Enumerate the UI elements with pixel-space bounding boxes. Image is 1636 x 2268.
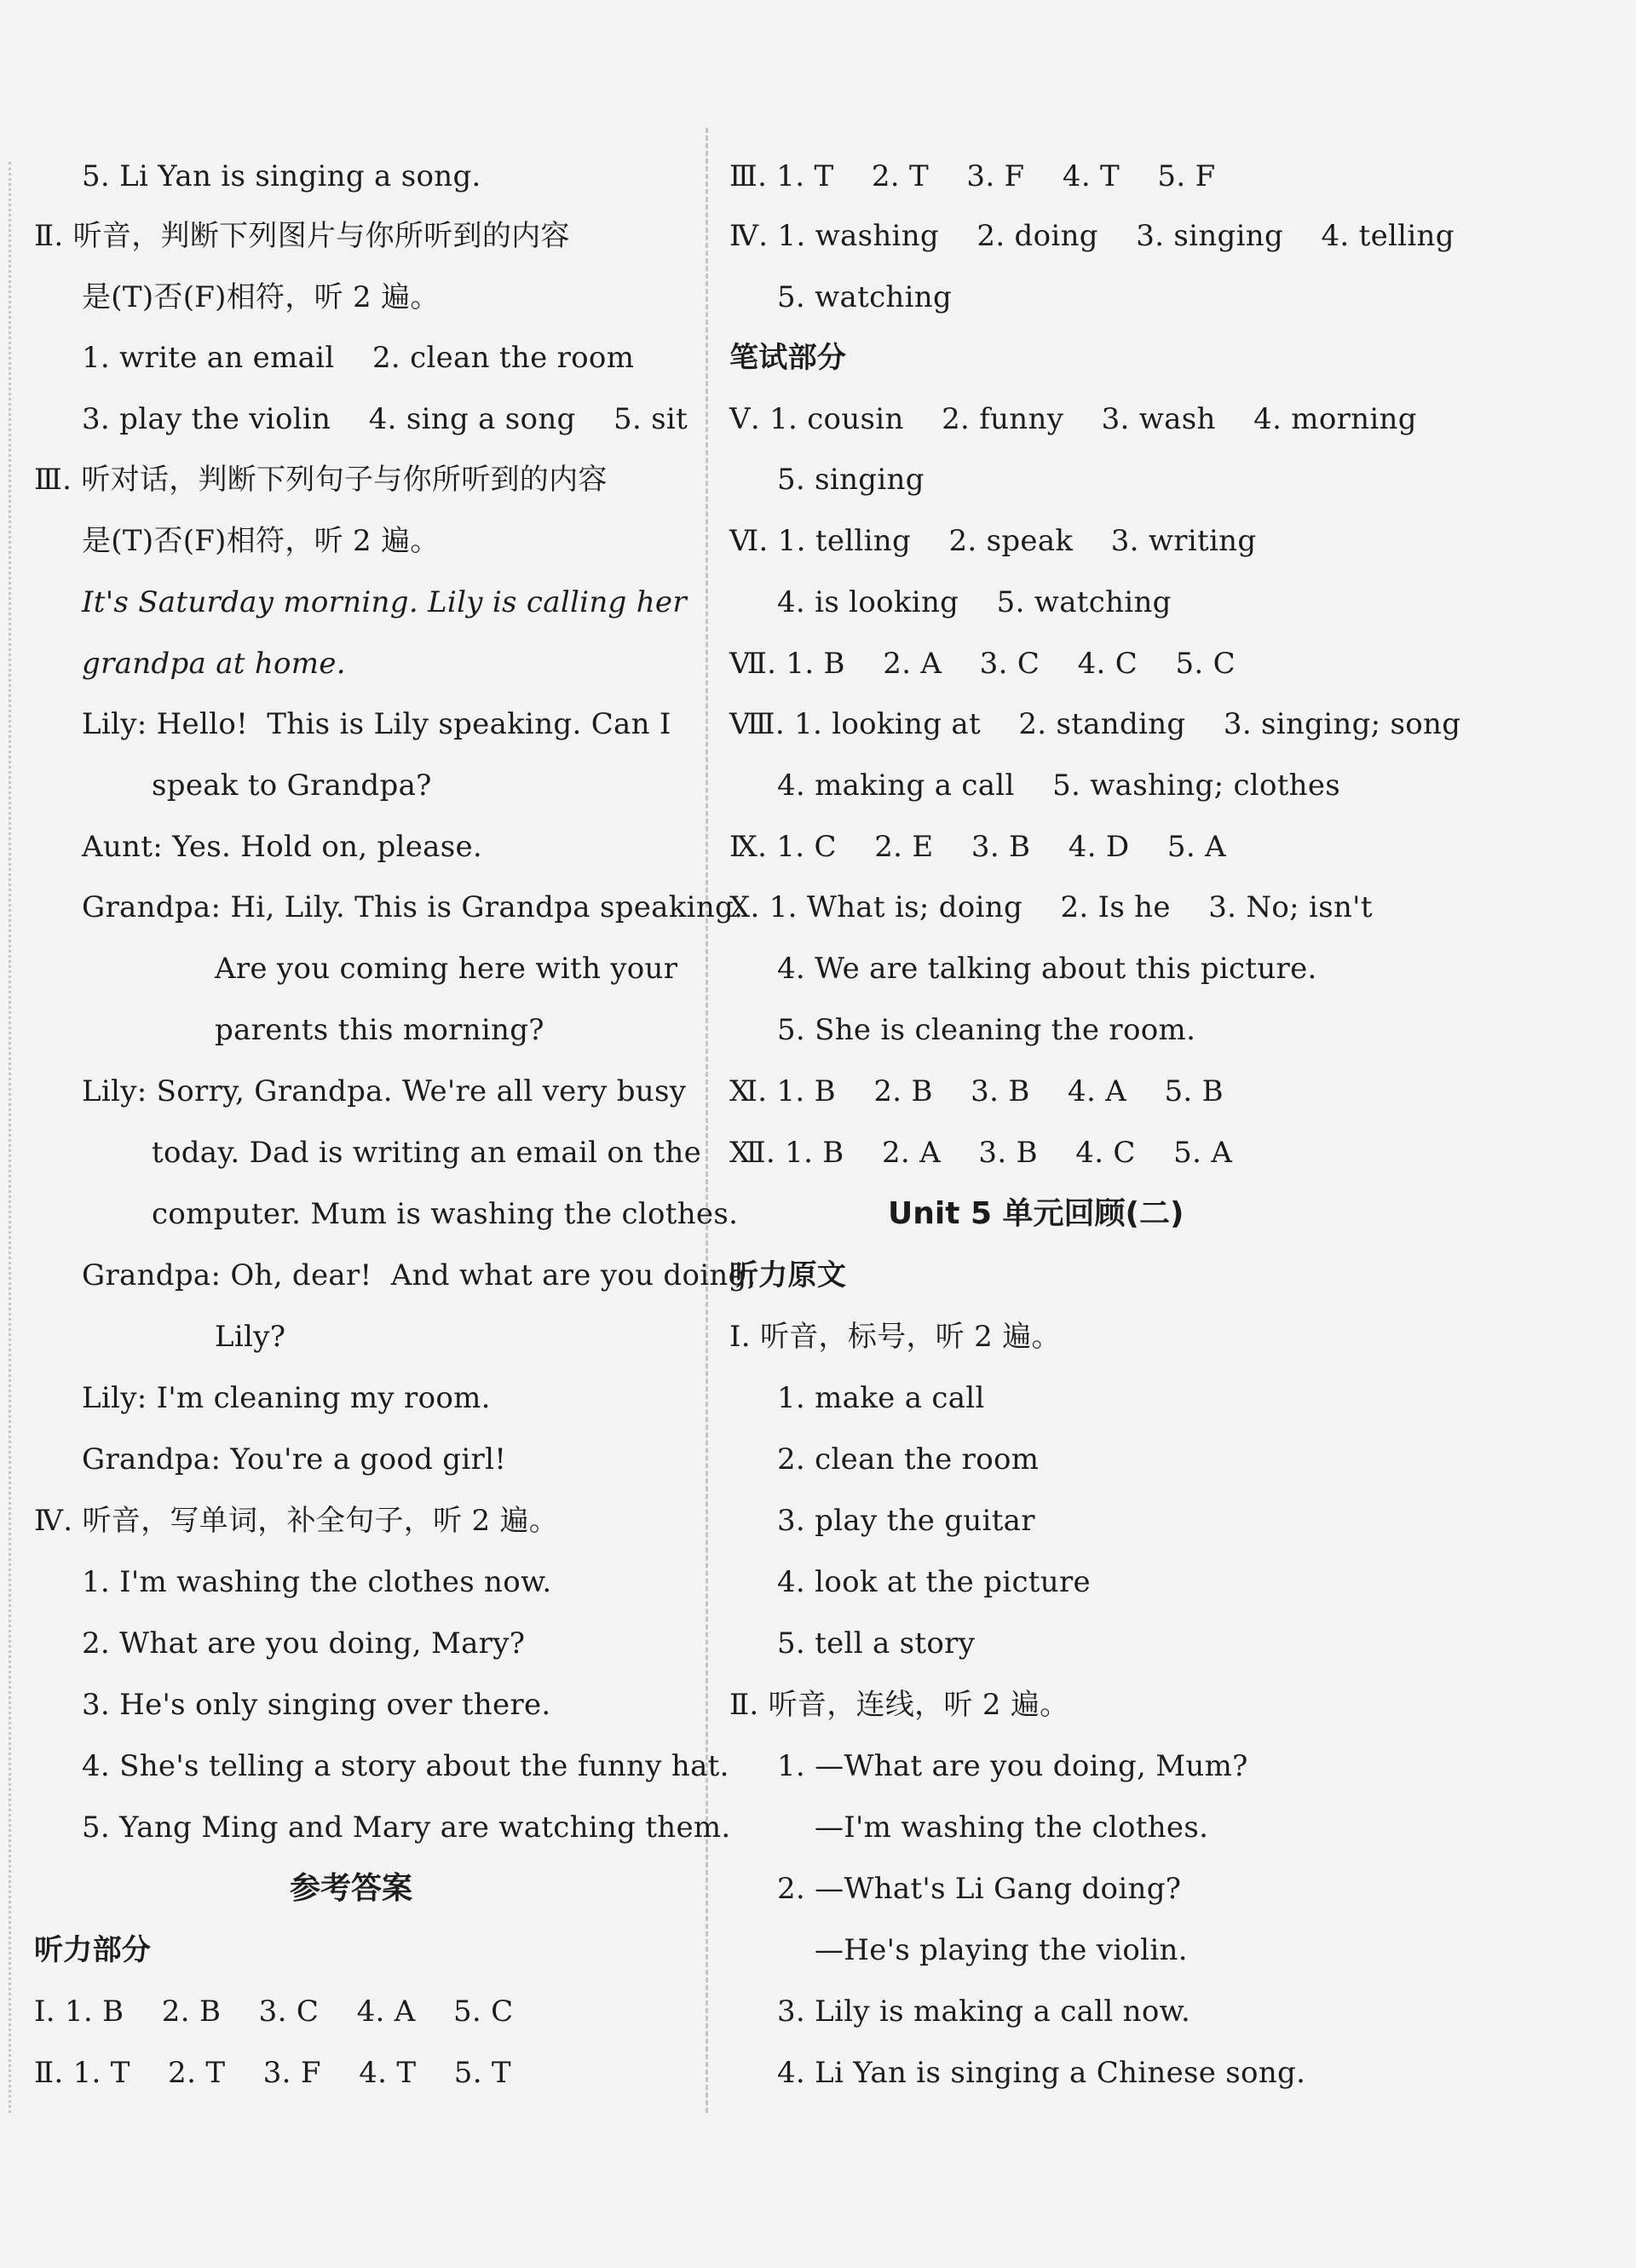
answer-line: Ⅶ. 1. B 2. A 3. C 4. C 5. C	[729, 647, 1236, 681]
unit-review-title: Unit 5 单元回顾(二)	[888, 1196, 1184, 1231]
answer-line: Ⅱ. 1. T 2. T 3. F 4. T 5. T	[34, 2056, 511, 2090]
dialogue-line: Grandpa: You're a good girl!	[82, 1442, 507, 1477]
text-line: grandpa at home.	[82, 647, 346, 681]
dialogue-line: parents this morning?	[215, 1013, 544, 1047]
text-line: 1. make a call	[777, 1381, 985, 1415]
text-line: 5. Li Yan is singing a song.	[82, 159, 481, 193]
dialogue-line: Lily: Sorry, Grandpa. We're all very busy	[82, 1074, 687, 1108]
text-line: 是(T)否(F)相符，听 2 遍。	[82, 524, 440, 558]
answer-line: 4. is looking 5. watching	[777, 585, 1172, 619]
answer-line: Ⅻ. 1. B 2. A 3. B 4. C 5. A	[729, 1136, 1233, 1170]
answer-line: 5. She is cleaning the room.	[777, 1013, 1196, 1047]
dialogue-line: Lily: I'm cleaning my room.	[82, 1381, 491, 1415]
text-line: 5. tell a story	[777, 1626, 976, 1661]
answer-line: Ⅳ. 1. washing 2. doing 3. singing 4. telling	[729, 219, 1455, 253]
text-line: 4. She's telling a story about the funny hat.	[82, 1749, 729, 1783]
text-line: It's Saturday morning. Lily is calling her	[82, 585, 687, 619]
dialogue-line: —He's playing the violin.	[815, 1933, 1188, 1967]
answer-line: Ⅲ. 1. T 2. T 3. F 4. T 5. F	[729, 159, 1216, 193]
text-line: 3. play the guitar	[777, 1504, 1035, 1538]
dialogue-line: Grandpa: Oh, dear! And what are you doing,	[82, 1258, 757, 1292]
text-line: 1. I'm washing the clothes now.	[82, 1565, 552, 1599]
text-line: 4. look at the picture	[777, 1565, 1091, 1599]
section-heading: Ⅲ. 听对话，判断下列句子与你所听到的内容	[34, 463, 608, 497]
dialogue-line: 2. —What's Li Gang doing?	[777, 1872, 1182, 1906]
dialogue-line: Aunt: Yes. Hold on, please.	[82, 830, 483, 864]
text-line: 2. clean the room	[777, 1442, 1040, 1477]
text-line: 3. Lily is making a call now.	[777, 1995, 1191, 2029]
dialogue-line: Lily?	[215, 1320, 286, 1354]
text-line: 2. What are you doing, Mary?	[82, 1626, 526, 1661]
answer-line: Ⅸ. 1. C 2. E 3. B 4. D 5. A	[729, 830, 1226, 864]
text-line: 1. write an email 2. clean the room	[82, 341, 635, 375]
section-heading: Ⅱ. 听音，判断下列图片与你所听到的内容	[34, 219, 570, 253]
subsection-heading: 听力原文	[729, 1258, 847, 1292]
left-margin-rule	[9, 162, 11, 2113]
text-line: 4. Li Yan is singing a Chinese song.	[777, 2056, 1306, 2090]
answer-line: 4. making a call 5. washing; clothes	[777, 768, 1341, 803]
text-line: 5. Yang Ming and Mary are watching them.	[82, 1810, 731, 1845]
answer-line: Ⅰ. 1. B 2. B 3. C 4. A 5. C	[34, 1995, 514, 2029]
section-heading: Ⅱ. 听音，连线，听 2 遍。	[729, 1688, 1069, 1722]
subsection-heading: 笔试部分	[729, 341, 847, 375]
section-heading: Ⅳ. 听音，写单词，补全句子，听 2 遍。	[34, 1504, 559, 1538]
text-line: 3. He's only singing over there.	[82, 1688, 551, 1722]
answer-line: Ⅺ. 1. B 2. B 3. B 4. A 5. B	[729, 1074, 1224, 1108]
answer-line: Ⅵ. 1. telling 2. speak 3. writing	[729, 524, 1257, 558]
text-line: 是(T)否(F)相符，听 2 遍。	[82, 280, 440, 314]
dialogue-line: speak to Grandpa?	[152, 768, 432, 803]
dialogue-line: Are you coming here with your	[215, 952, 678, 986]
dialogue-line: today. Dad is writing an email on the	[152, 1136, 702, 1170]
dialogue-line: computer. Mum is washing the clothes.	[152, 1197, 739, 1231]
dialogue-line: Grandpa: Hi, Lily. This is Grandpa speaking.	[82, 890, 744, 924]
answer-line: 5. watching	[777, 280, 953, 314]
answer-line: 4. We are talking about this picture.	[777, 952, 1317, 986]
answer-key-title: 参考答案	[290, 1871, 413, 1906]
answer-line: Ⅴ. 1. cousin 2. funny 3. wash 4. morning	[729, 402, 1417, 436]
answer-line: Ⅹ. 1. What is; doing 2. Is he 3. No; isn't	[729, 890, 1373, 924]
dialogue-line: —I'm washing the clothes.	[815, 1810, 1209, 1845]
subsection-heading: 听力部分	[34, 1933, 152, 1967]
text-line: 3. play the violin 4. sing a song 5. sit	[82, 402, 688, 436]
answer-line: Ⅷ. 1. looking at 2. standing 3. singing; song	[729, 707, 1461, 741]
dialogue-line: 1. —What are you doing, Mum?	[777, 1749, 1248, 1783]
section-heading: Ⅰ. 听音，标号，听 2 遍。	[729, 1320, 1061, 1354]
answer-line: 5. singing	[777, 463, 925, 497]
dialogue-line: Lily: Hello! This is Lily speaking. Can I	[82, 707, 671, 741]
